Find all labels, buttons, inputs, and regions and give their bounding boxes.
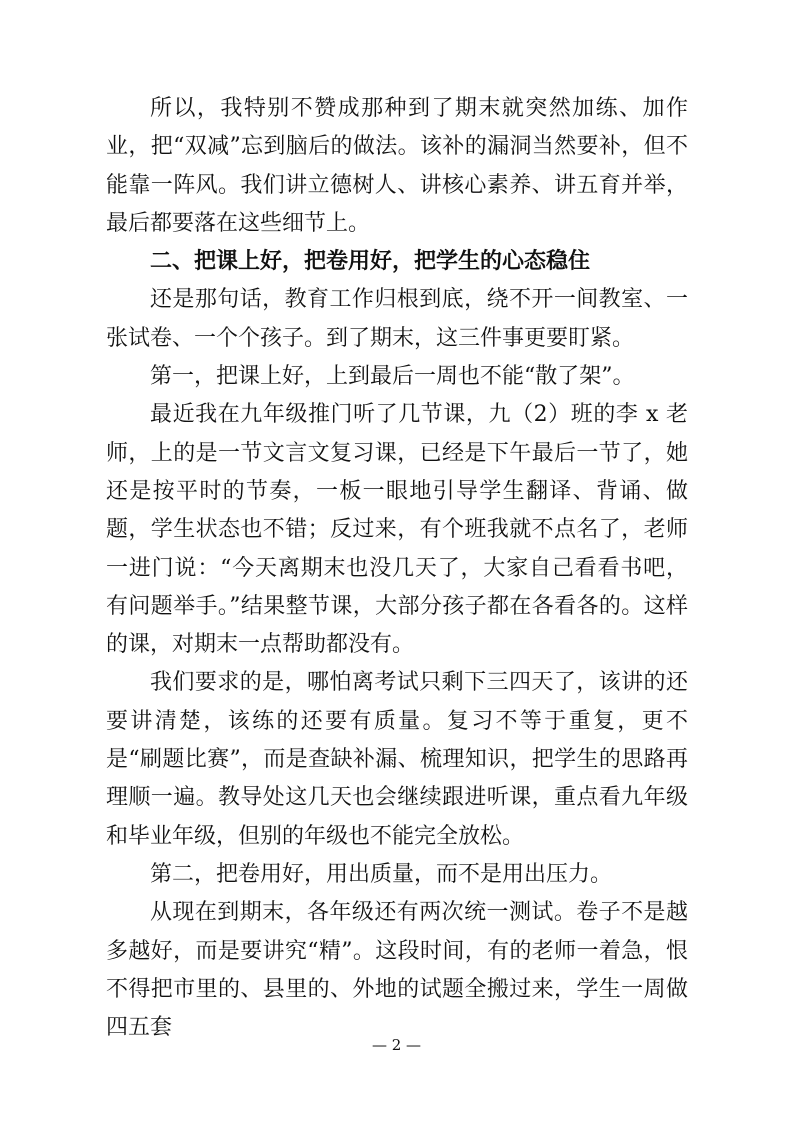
paragraph-requirement: 我们要求的是，哪怕离考试只剩下三四天了，该讲的还要讲清楚，该练的还要有质量。复习不等于重复，更不是“刷题比赛”，而是查缺补漏、梳理知识，把学生的思路再理顺一遍。教导处这几天也会继续跟进听课，重点看九年级和毕业年级，但别的年级也不能完全放松。	[106, 670, 688, 849]
paragraph-intro: 所以，我特别不赞成那种到了期末就突然加练、加作业，把“双减”忘到脑后的做法。该补的漏洞当然要补，但不能靠一阵风。我们讲立德树人、讲核心素养、讲五育并举，最后都要落在这些细节上。	[106, 96, 688, 236]
paragraph-point-two: 第二，把卷用好，用出质量，而不是用出压力。	[150, 861, 613, 887]
document-body	[106, 90, 688, 1047]
paragraph-classroom: 还是那句话，教育工作归根到底，绕不开一间教室、一张试卷、一个个孩子。到了期末，这三件事更要盯紧。	[106, 287, 688, 351]
section-heading: 二、把课上好，把卷用好，把学生的心态稳住	[150, 249, 591, 275]
paragraph-observation: 最近我在九年级推门听了几节课，九（2）班的李 x 老师，上的是一节文言文复习课，已经是下午最后一节了，她还是按平时的节奏，一板一眼地引导学生翻译、背诵、做题，学生状态也不错；反过来，有个班我就不点名了，老师一进门说：“今天离期末也没几天了，大家自己看看书吧，有问题举手。”结果整节课，大部分孩子都在各看各的。这样的课，对期末一点帮助都没有。	[106, 402, 688, 658]
page-number: — 2 —	[371, 1036, 422, 1054]
paragraph-point-one: 第一，把课上好，上到最后一周也不能“散了架”。	[150, 364, 635, 390]
paragraph-tests: 从现在到期末，各年级还有两次统一测试。卷子不是越多越好，而是要讲究“精”。这段时间，有的老师一着急，恨不得把市里的、县里的、外地的试题全搬过来，学生一周做四五套	[106, 900, 688, 1041]
